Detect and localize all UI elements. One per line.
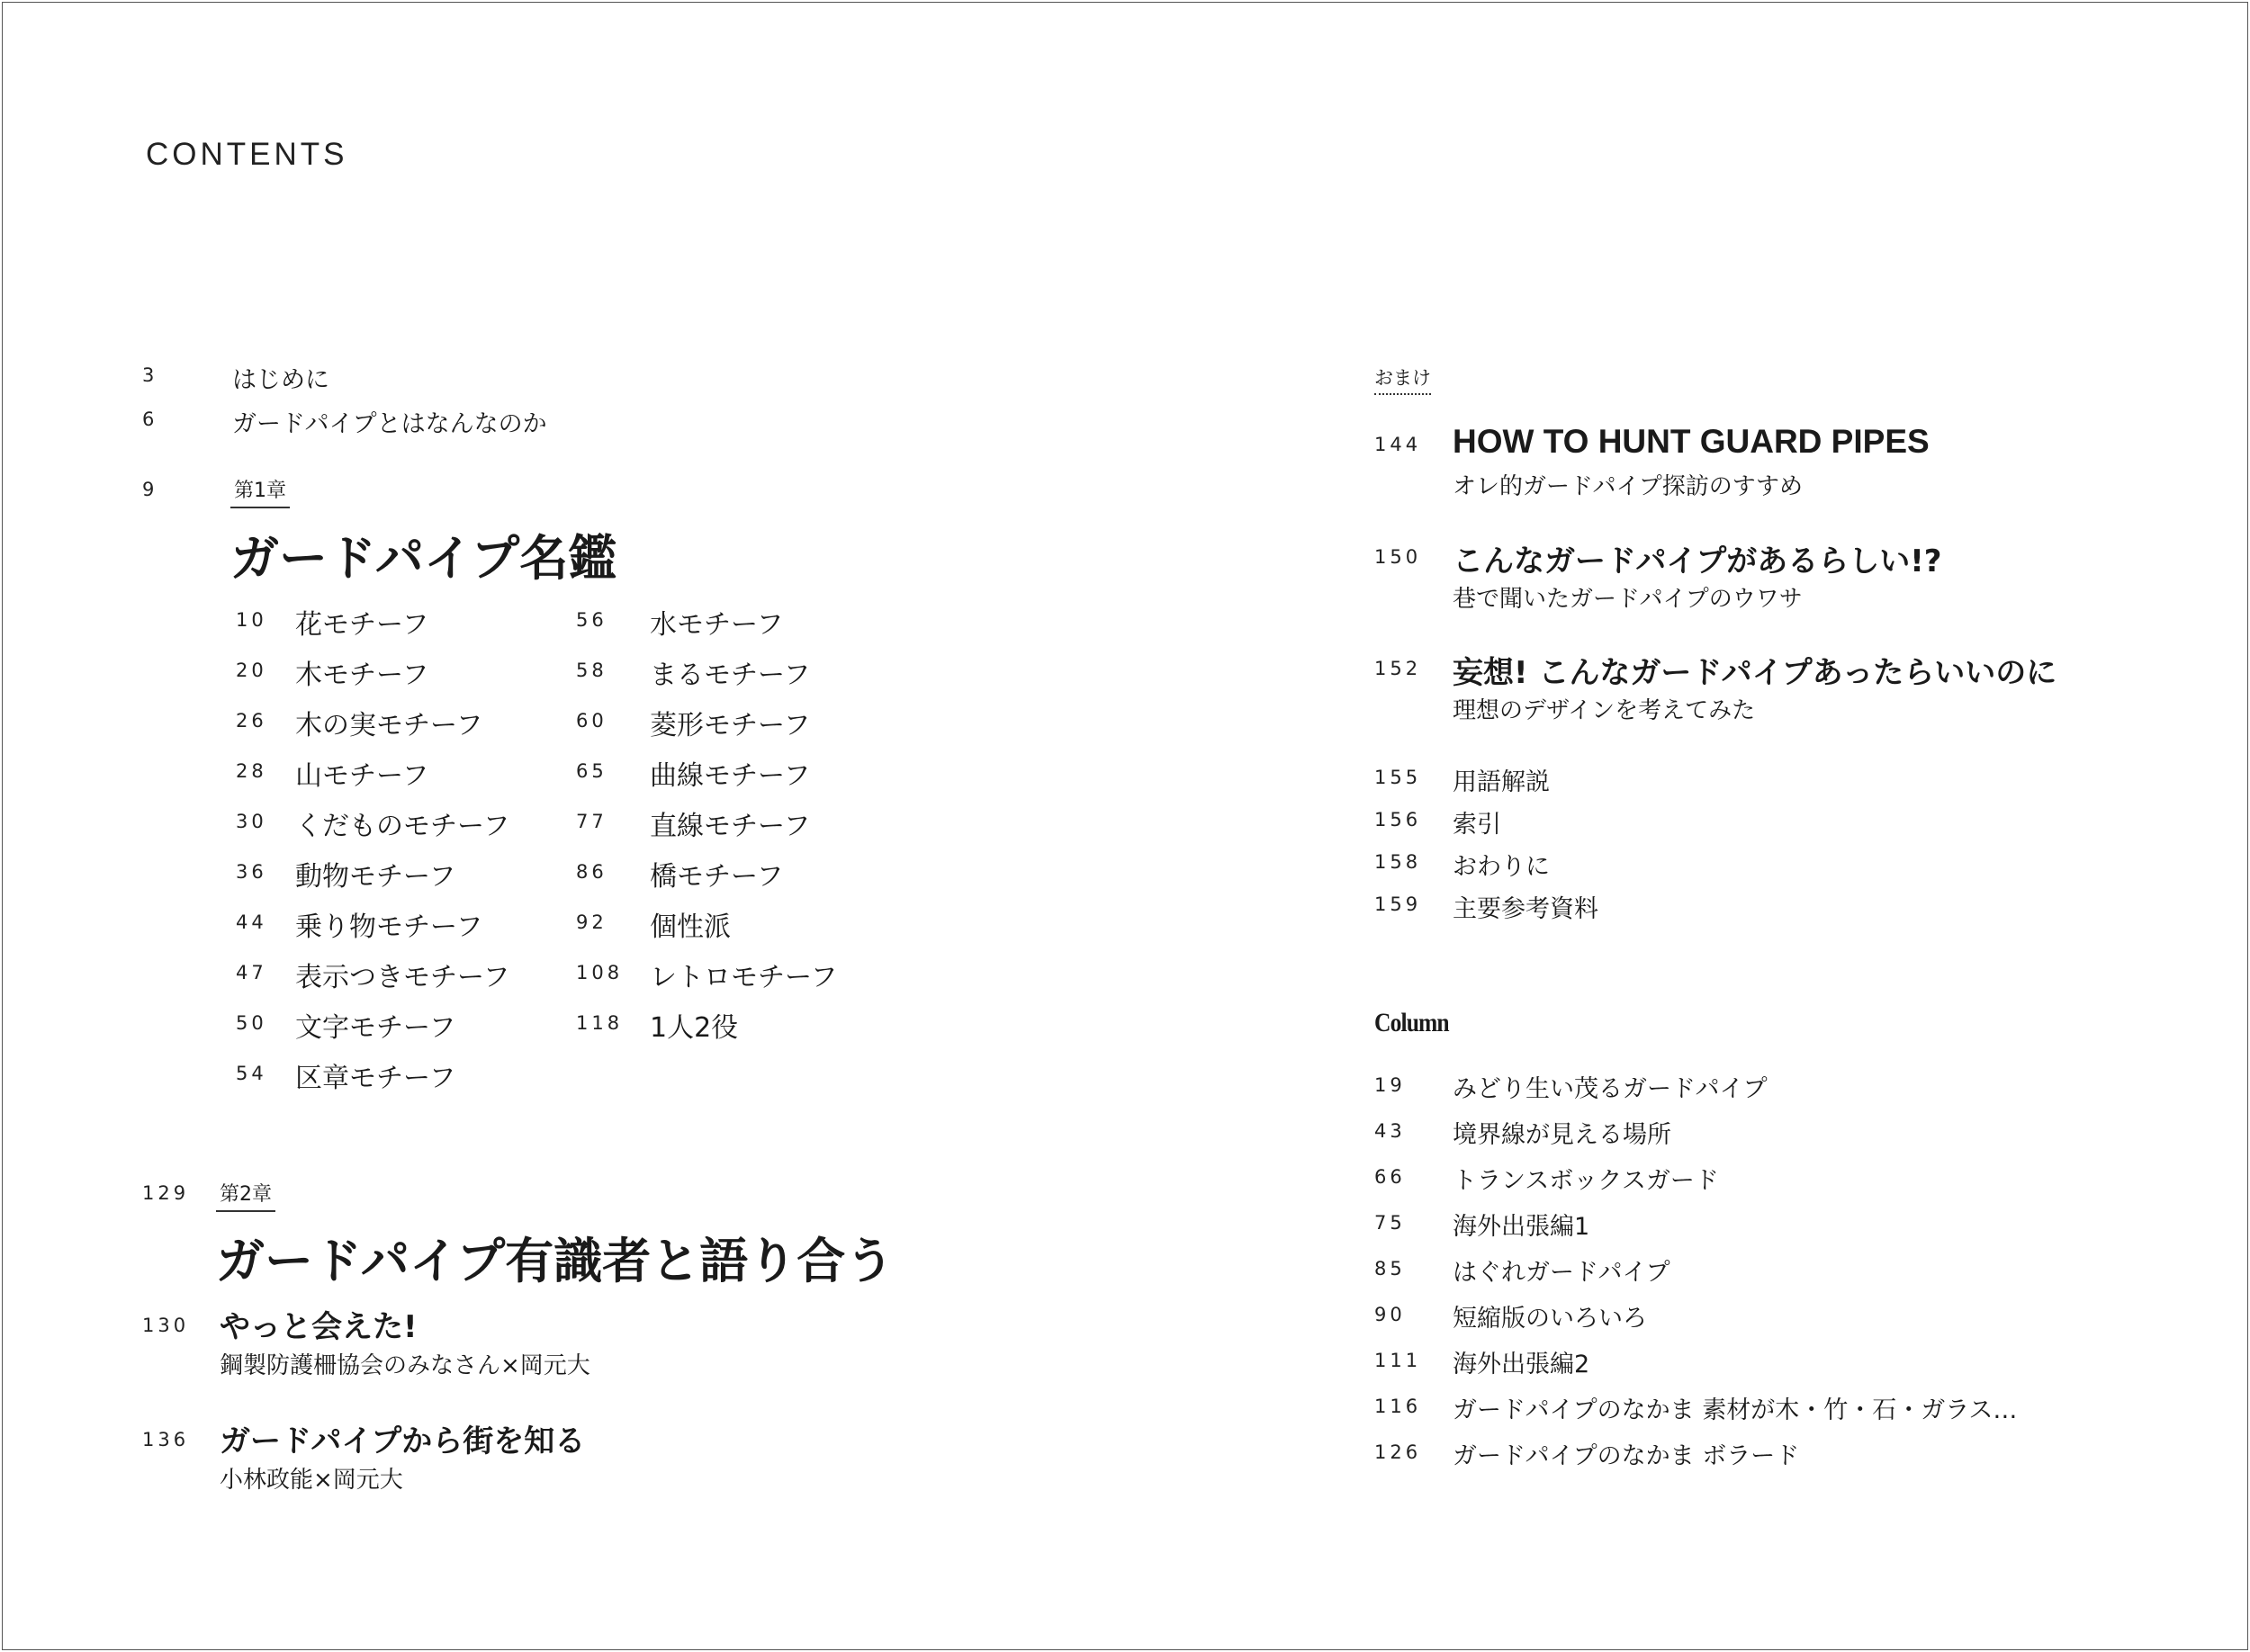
toc-entry: まるモチーフ [650, 660, 811, 691]
toc-entry: 海外出張編2 [1453, 1351, 1590, 1378]
toc-page-number: 43 [1374, 1120, 1406, 1142]
toc-page-number: 54 [236, 1063, 267, 1084]
toc-entry: みどり生い茂るガードパイプ [1453, 1075, 1768, 1103]
toc-entry-title: こんなガードパイプがあるらしい!? [1453, 543, 1942, 579]
toc-entry: 1人2役 [650, 1012, 739, 1044]
toc-entry: 索引 [1453, 811, 1501, 839]
toc-entry: 動物モチーフ [295, 861, 456, 893]
toc-entry: 木の実モチーフ [295, 710, 483, 741]
toc-page-number: 150 [1374, 546, 1422, 568]
toc-page-number: 44 [236, 911, 267, 933]
toc-page-number: 60 [576, 710, 608, 732]
toc-page-number: 126 [1374, 1441, 1422, 1463]
chapter2-page-number: 129 [142, 1182, 190, 1204]
toc-entry: 海外出張編1 [1453, 1213, 1590, 1241]
toc-entry-title: やっと会えた! [220, 1309, 418, 1345]
toc-entry-subtitle: 鋼製防護柵協会のみなさん×岡元大 [220, 1352, 590, 1379]
toc-page-number: 108 [576, 962, 624, 983]
toc-entry: くだものモチーフ [295, 811, 510, 842]
toc-page-number: 77 [576, 811, 608, 832]
toc-page-number: 26 [236, 710, 267, 732]
toc-page-number: 158 [1374, 851, 1422, 873]
toc-entry: ガードパイプのなかま ボラード [1453, 1442, 1800, 1470]
chapter1-page-number: 9 [142, 479, 158, 500]
toc-page-number: 30 [236, 811, 267, 832]
toc-entry: おわりに [1453, 853, 1550, 881]
toc-page-number: 136 [142, 1429, 190, 1450]
toc-entry: 個性派 [650, 911, 731, 943]
toc-page-number: 66 [1374, 1166, 1406, 1188]
toc-page-number: 90 [1374, 1304, 1406, 1325]
toc-entry: ガードパイプとはなんなのか [232, 410, 547, 438]
toc-page-number: 3 [142, 364, 158, 386]
toc-entry-subtitle: 理想のデザインを考えてみた [1453, 697, 1756, 724]
toc-entry: 菱形モチーフ [650, 710, 811, 741]
toc-page-number: 92 [576, 911, 608, 933]
toc-entry: 用語解説 [1453, 768, 1550, 796]
toc-entry: 橋モチーフ [650, 861, 784, 893]
toc-page-number: 28 [236, 760, 267, 782]
toc-entry: トランスボックスガード [1453, 1167, 1719, 1195]
toc-entry: 区章モチーフ [295, 1063, 456, 1094]
toc-entry: 乗り物モチーフ [295, 911, 483, 943]
toc-entry-subtitle: オレ的ガードパイプ探訪のすすめ [1453, 473, 1803, 500]
toc-page-number: 58 [576, 660, 608, 681]
toc-entry: はぐれガードパイプ [1453, 1259, 1670, 1287]
toc-entry: レトロモチーフ [650, 962, 838, 993]
toc-entry: 水モチーフ [650, 609, 784, 641]
toc-page-number: 47 [236, 962, 267, 983]
toc-entry: 表示つきモチーフ [295, 962, 510, 993]
toc-page-number: 50 [236, 1012, 267, 1034]
toc-page-number: 65 [576, 760, 608, 782]
toc-page-number: 56 [576, 609, 608, 631]
toc-page-number: 152 [1374, 658, 1422, 679]
toc-entry-title: HOW TO HUNT GUARD PIPES [1453, 423, 1930, 460]
toc-page-number: 85 [1374, 1258, 1406, 1279]
chapter2-title: ガードパイプ有識者と語り合う [216, 1233, 895, 1289]
toc-entry: 曲線モチーフ [650, 760, 811, 792]
toc-entry-subtitle: 小林政能×岡元大 [220, 1467, 403, 1494]
omake-label: おまけ [1374, 364, 1431, 395]
toc-entry-title: 妄想! こんなガードパイプあったらいいのに [1453, 655, 2057, 691]
toc-entry: 主要参考資料 [1453, 895, 1598, 923]
toc-page-number: 155 [1374, 767, 1422, 788]
toc-page-number: 10 [236, 609, 267, 631]
toc-entry: 直線モチーフ [650, 811, 811, 842]
toc-page-number: 20 [236, 660, 267, 681]
chapter1-title: ガードパイプ名鑑 [230, 530, 617, 587]
toc-page-number: 159 [1374, 893, 1422, 915]
chapter2-label: 第2章 [216, 1179, 275, 1212]
toc-entry: ガードパイプのなかま 素材が木・竹・石・ガラス… [1453, 1396, 2018, 1424]
toc-entry: 花モチーフ [295, 609, 429, 641]
toc-entry-subtitle: 巷で聞いたガードパイプのウワサ [1453, 586, 1803, 613]
toc-page-number: 111 [1374, 1350, 1422, 1371]
toc-page-number: 156 [1374, 809, 1422, 830]
toc-entry: 山モチーフ [295, 760, 429, 792]
chapter1-label: 第1章 [230, 475, 290, 508]
toc-page-number: 86 [576, 861, 608, 883]
toc-entry: 木モチーフ [295, 660, 429, 691]
toc-page-number: 130 [142, 1315, 190, 1336]
toc-page-number: 36 [236, 861, 267, 883]
toc-page-number: 75 [1374, 1212, 1406, 1234]
toc-entry: はじめに [232, 366, 329, 394]
toc-page-number: 116 [1374, 1396, 1422, 1417]
toc-entry: 文字モチーフ [295, 1012, 456, 1044]
toc-page-number: 144 [1374, 434, 1422, 455]
toc-entry-title: ガードパイプから街を知る [220, 1423, 586, 1459]
toc-page-number: 19 [1374, 1074, 1406, 1096]
toc-page-number: 118 [576, 1012, 624, 1034]
contents-title: CONTENTS [146, 137, 348, 172]
column-label: Column [1374, 1008, 1449, 1037]
toc-entry: 短縮版のいろいろ [1453, 1305, 1647, 1333]
toc-page-number: 6 [142, 409, 158, 430]
toc-entry: 境界線が見える場所 [1453, 1121, 1671, 1149]
